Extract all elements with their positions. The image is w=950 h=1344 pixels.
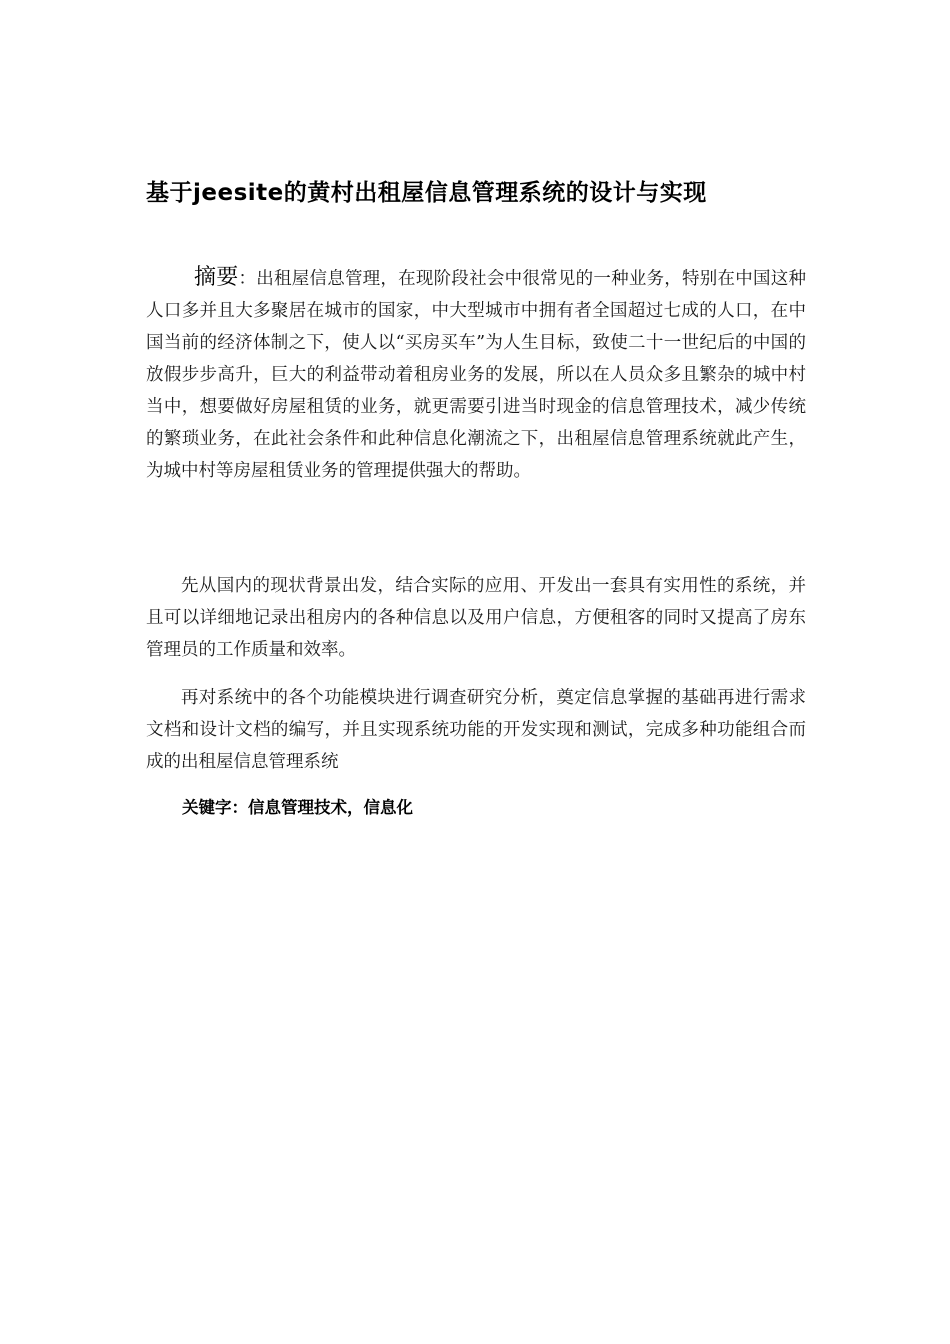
abstract-text: 出租屋信息管理，在现阶段社会中很常见的一种业务，特别在中国这种人口多并且大多聚居在城市的国家，中大型城市中拥有者全国超过七成的人口，在中国当前的经济体制之下，使人以“买房买车”为人生目标，致使二十一世纪后的中国的放假步步高升，巨大的利益带动着租房业务的发展，所以在人员众多且繁杂的城中村当中，想要做好房屋租赁的业务，就更需要引进当时现金的信息管理技术，减少传统的繁琐业务，在此社会条件和此种信息化潮流之下，出租屋信息管理系统就此产生，为城中村等房屋租赁业务的管理提供强大的帮助。 bbox=[146, 269, 806, 481]
document-title: 基于jeesite的黄村出租屋信息管理系统的设计与实现 bbox=[146, 180, 707, 206]
keywords-line: 关键字：信息管理技术，信息化 bbox=[182, 798, 413, 817]
abstract-paragraph bbox=[146, 262, 806, 487]
body-paragraph-2: 先从国内的现状背景出发，结合实际的应用、开发出一套具有实用性的系统，并且可以详细地记录出租房内的各种信息以及用户信息，方便租客的同时又提高了房东管理员的工作质量和效率。 bbox=[146, 576, 806, 660]
body-paragraph-3: 再对系统中的各个功能模块进行调查研究分析，奠定信息掌握的基础再进行需求文档和设计文档的编写，并且实现系统功能的开发实现和测试，完成多种功能组合而成的出租屋信息管理系统 bbox=[146, 688, 806, 772]
abstract-separator: ： bbox=[238, 269, 257, 289]
abstract-label: 摘要 bbox=[194, 265, 239, 290]
